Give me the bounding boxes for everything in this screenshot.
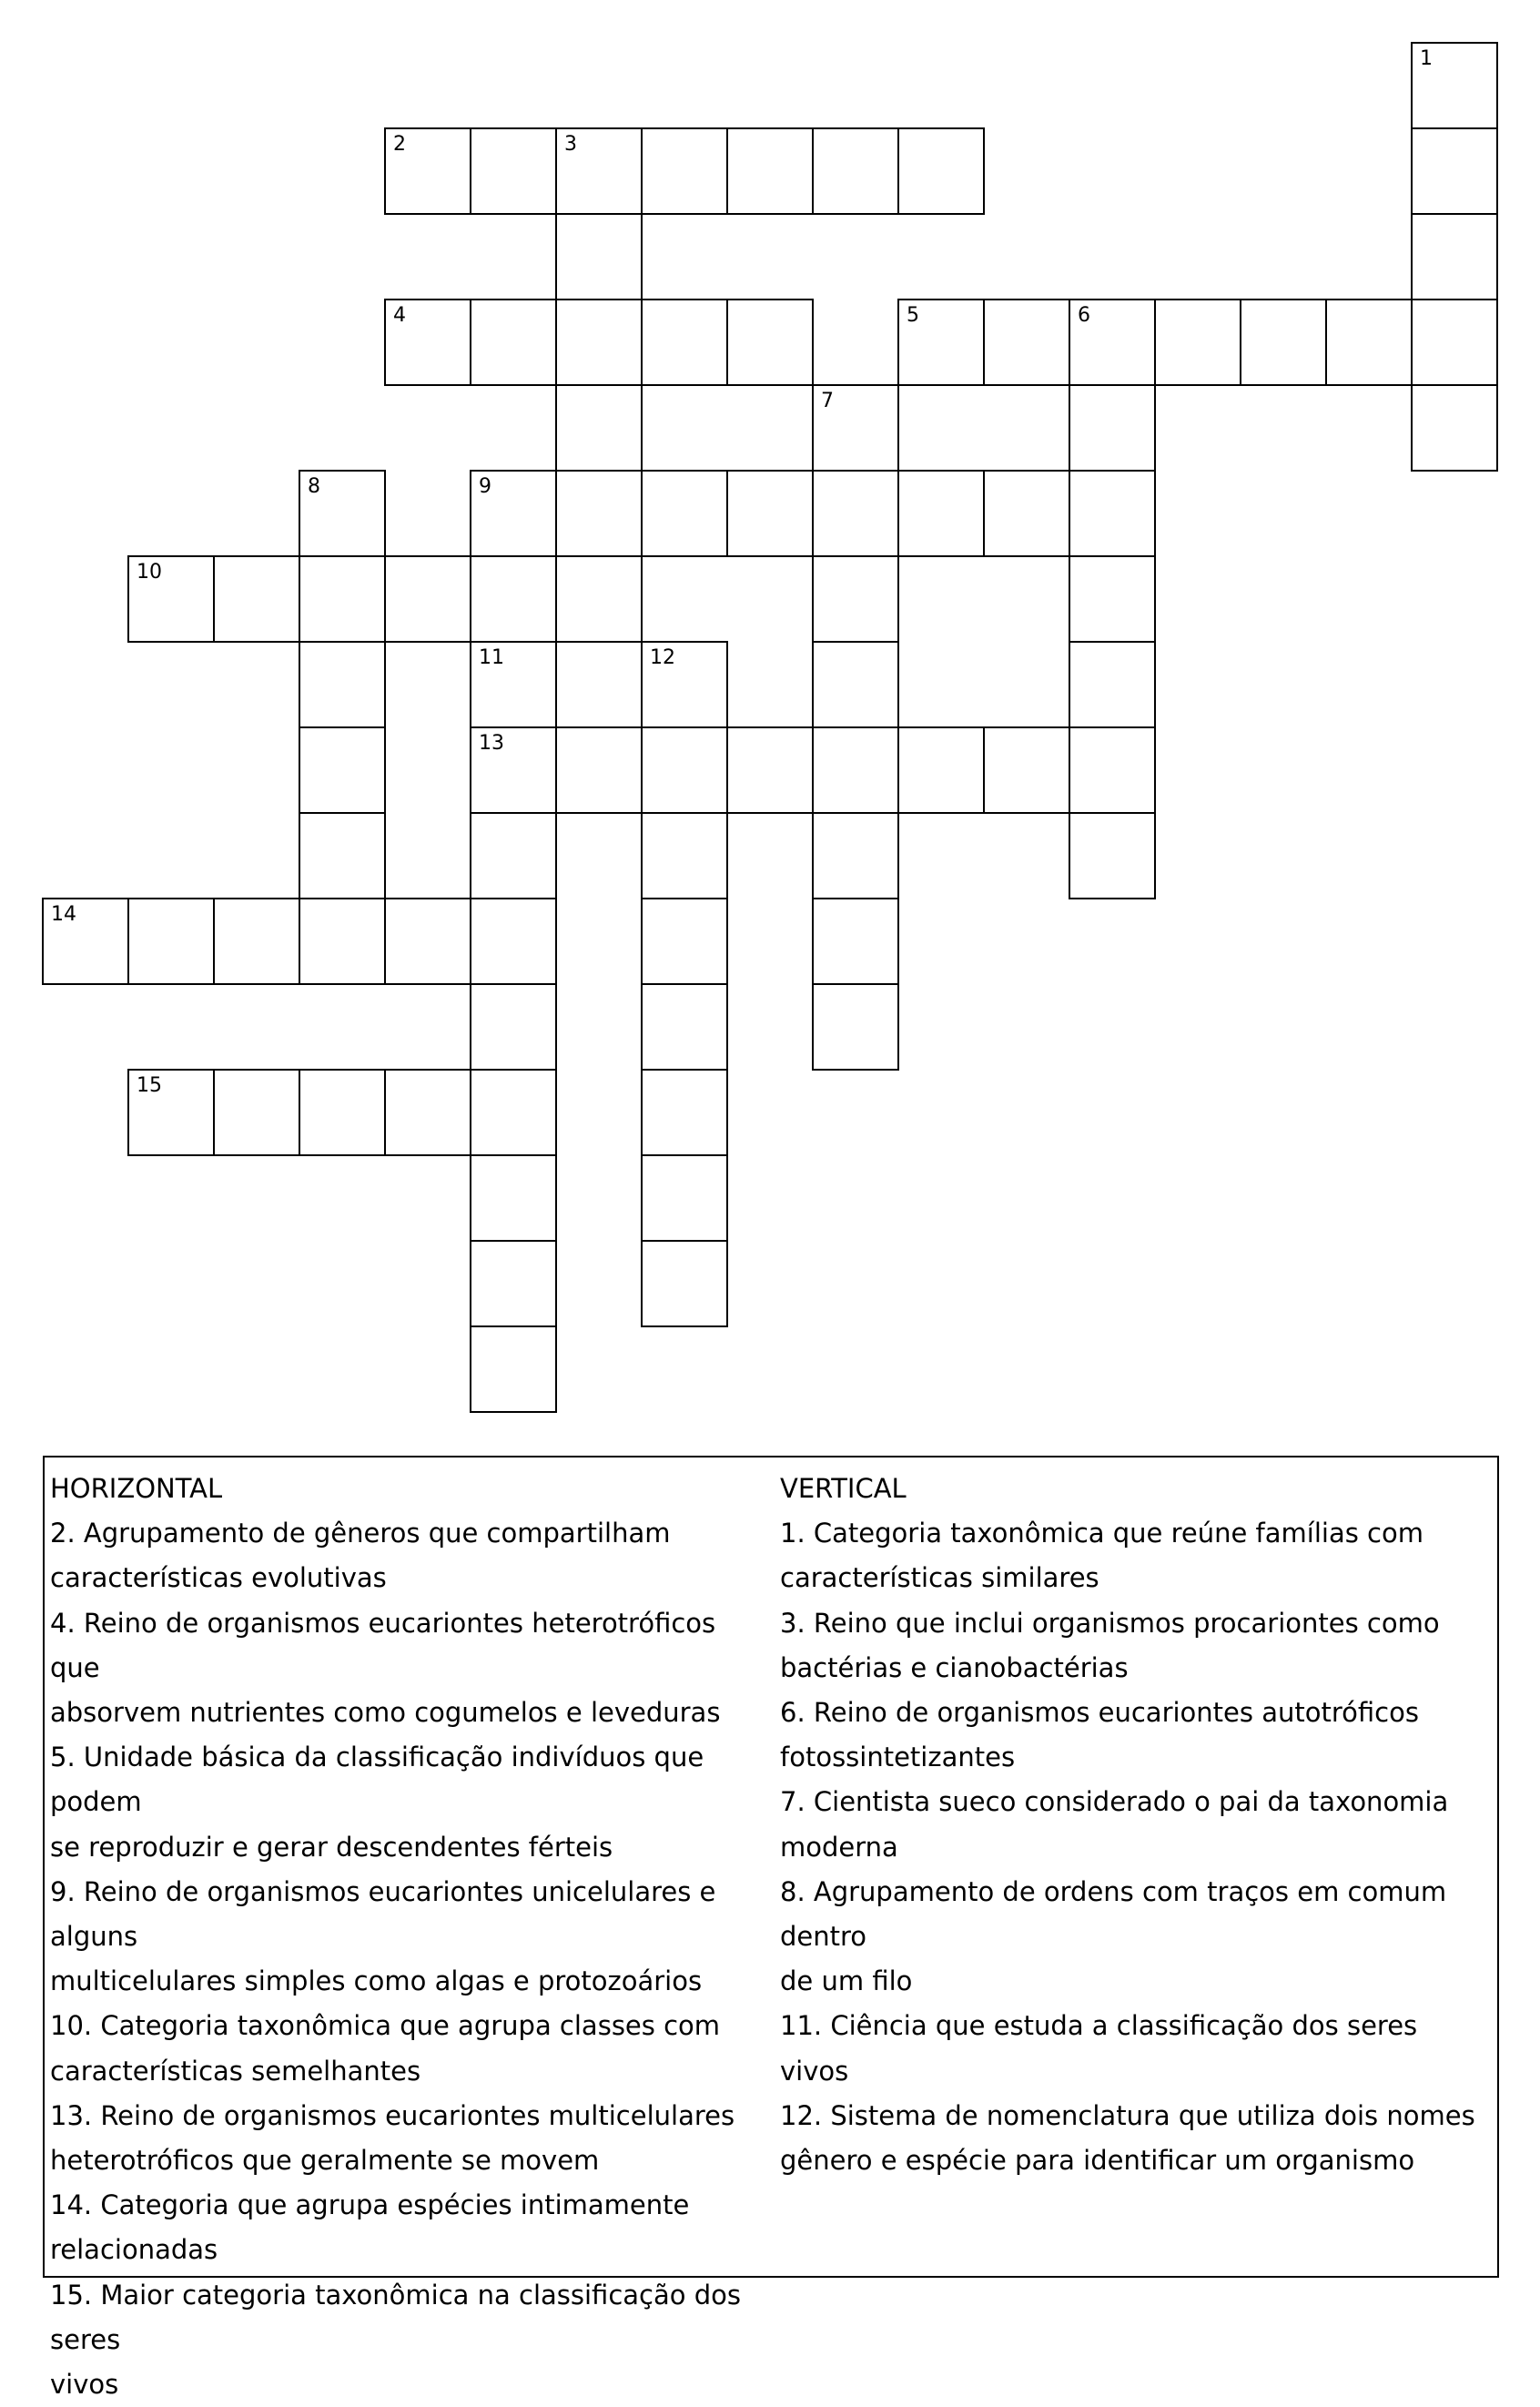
clue-number: 9 [479, 475, 491, 498]
clue-number: 12 [650, 646, 675, 669]
crossword-cell[interactable] [127, 555, 215, 643]
crossword-cell[interactable] [1069, 470, 1156, 557]
crossword-cell[interactable] [1411, 127, 1498, 215]
crossword-cell[interactable] [555, 641, 643, 728]
crossword-cell[interactable] [641, 812, 728, 899]
crossword-cell[interactable] [1069, 726, 1156, 814]
clue-line: bactérias e cianobactérias [780, 1651, 1129, 1683]
crossword-cell[interactable] [1411, 299, 1498, 386]
clue-line: fotossintetizantes [780, 1742, 1016, 1773]
vertical-clues [780, 1467, 1490, 2183]
crossword-cell[interactable] [812, 127, 899, 215]
clue-line: vivos [50, 2369, 119, 2401]
crossword-cell[interactable] [470, 555, 557, 643]
crossword-cell[interactable] [897, 127, 985, 215]
crossword-cell[interactable] [470, 983, 557, 1071]
crossword-cell[interactable] [812, 726, 899, 814]
crossword-cell[interactable] [470, 1240, 557, 1327]
clue-line: 6. Reino de organismos eucariontes autotróficos [780, 1697, 1419, 1729]
crossword-cell[interactable] [983, 470, 1070, 557]
crossword-cell[interactable] [1069, 555, 1156, 643]
crossword-cell[interactable] [641, 127, 728, 215]
crossword-cell[interactable] [213, 555, 300, 643]
vertical-heading: VERTICAL [780, 1473, 907, 1504]
clue-line: moderna [780, 1831, 898, 1863]
clue-line: multicelulares simples como algas e protozoários [50, 1965, 703, 1997]
clue-line: 10. Categoria taxonômica que agrupa classes com [50, 2010, 721, 2042]
crossword-cell[interactable] [555, 127, 643, 215]
crossword-cell[interactable] [726, 127, 814, 215]
clue-number: 10 [137, 561, 162, 584]
clue-line: 3. Reino que inclui organismos procariontes como [780, 1607, 1440, 1639]
clue-number: 15 [137, 1074, 162, 1097]
clue-line: absorvem nutrientes como cogumelos e leveduras [50, 1697, 721, 1729]
clue-line: 14. Categoria que agrupa espécies intimamente [50, 2189, 690, 2221]
crossword-cell[interactable] [42, 898, 129, 985]
crossword-cell[interactable] [726, 470, 814, 557]
crossword-cell[interactable] [470, 1154, 557, 1242]
crossword-cell[interactable] [299, 812, 386, 899]
clue-number: 13 [479, 732, 504, 755]
crossword-cell[interactable] [384, 127, 471, 215]
clue-line: se reproduzir e gerar descendentes férteis [50, 1831, 613, 1863]
crossword-cell[interactable] [1069, 641, 1156, 728]
clue-line: 7. Cientista sueco considerado o pai da taxonomia [780, 1786, 1449, 1818]
crossword-cell[interactable] [299, 1069, 386, 1156]
crossword-cell[interactable] [299, 898, 386, 985]
clue-line: de um filo [780, 1965, 913, 1997]
clue-number: 14 [51, 903, 76, 926]
crossword-cell[interactable] [641, 726, 728, 814]
crossword-cell[interactable] [1411, 213, 1498, 300]
crossword-cell[interactable] [1069, 812, 1156, 899]
clue-line: 15. Maior categoria taxonômica na classificação dos seres [50, 2279, 741, 2355]
crossword-cell[interactable] [641, 983, 728, 1071]
crossword-cell[interactable] [1069, 299, 1156, 386]
crossword-cell[interactable] [641, 898, 728, 985]
clue-number: 8 [308, 475, 320, 498]
crossword-cell[interactable] [641, 1240, 728, 1327]
crossword-cell[interactable] [470, 470, 557, 557]
clue-line: relacionadas [50, 2234, 218, 2266]
crossword-cell[interactable] [812, 470, 899, 557]
crossword-cell[interactable] [470, 1325, 557, 1413]
crossword-cell[interactable] [555, 213, 643, 300]
clue-number: 2 [393, 133, 406, 156]
crossword-cell[interactable] [299, 555, 386, 643]
crossword-cell[interactable] [470, 641, 557, 728]
horizontal-heading: HORIZONTAL [50, 1473, 223, 1504]
crossword-cell[interactable] [555, 555, 643, 643]
crossword-cell[interactable] [555, 299, 643, 386]
crossword-cell[interactable] [127, 898, 215, 985]
crossword-cell[interactable] [555, 726, 643, 814]
crossword-cell[interactable] [1411, 384, 1498, 472]
crossword-cell[interactable] [812, 641, 899, 728]
crossword-cell[interactable] [897, 299, 985, 386]
clue-line: 11. Ciência que estuda a classificação dos seres vivos [780, 2010, 1418, 2087]
crossword-cell[interactable] [299, 726, 386, 814]
crossword-cell[interactable] [641, 299, 728, 386]
crossword-cell[interactable] [812, 983, 899, 1071]
crossword-cell[interactable] [470, 898, 557, 985]
crossword-cell[interactable] [983, 299, 1070, 386]
horizontal-clues [50, 1467, 769, 2407]
crossword-cell[interactable] [983, 726, 1070, 814]
clue-line: características semelhantes [50, 2055, 421, 2087]
crossword-cell[interactable] [897, 470, 985, 557]
crossword-cell[interactable] [726, 299, 814, 386]
clue-number: 1 [1420, 47, 1433, 70]
crossword-cell[interactable] [812, 555, 899, 643]
crossword-cell[interactable] [299, 641, 386, 728]
crossword-cell[interactable] [812, 384, 899, 472]
clue-number: 6 [1078, 304, 1090, 327]
clue-number: 11 [479, 646, 504, 669]
crossword-cell[interactable] [897, 726, 985, 814]
crossword-cell[interactable] [213, 898, 300, 985]
clue-line: 9. Reino de organismos eucariontes unicelulares e alguns [50, 1875, 716, 1953]
crossword-cell[interactable] [213, 1069, 300, 1156]
crossword-cell[interactable] [384, 299, 471, 386]
crossword-cell[interactable] [812, 812, 899, 899]
crossword-cell[interactable] [299, 470, 386, 557]
crossword-cell[interactable] [641, 470, 728, 557]
crossword-cell[interactable] [470, 299, 557, 386]
crossword-cell[interactable] [1411, 42, 1498, 129]
crossword-cell[interactable] [127, 1069, 215, 1156]
crossword-cell[interactable] [470, 812, 557, 899]
clue-line: 1. Categoria taxonômica que reúne famílias com [780, 1518, 1423, 1549]
crossword-cell[interactable] [384, 898, 471, 985]
clue-number: 4 [393, 304, 406, 327]
crossword-cell[interactable] [555, 384, 643, 472]
clue-line: 4. Reino de organismos eucariontes heterotróficos que [50, 1607, 716, 1683]
crossword-cell[interactable] [470, 127, 557, 215]
crossword-cell[interactable] [726, 726, 814, 814]
clue-line: heterotróficos que geralmente se movem [50, 2145, 600, 2177]
clue-line: 12. Sistema de nomenclatura que utiliza dois nomes [780, 2099, 1475, 2131]
clues-box [43, 1456, 1499, 2401]
clue-number: 7 [821, 390, 834, 412]
clue-number: 3 [564, 133, 577, 156]
crossword-cell[interactable] [641, 1069, 728, 1156]
crossword-cell[interactable] [641, 641, 728, 728]
clue-line: 2. Agrupamento de gêneros que compartilham [50, 1518, 671, 1549]
crossword-cell[interactable] [812, 898, 899, 985]
crossword-cell[interactable] [1240, 299, 1327, 386]
crossword-cell[interactable] [555, 470, 643, 557]
crossword-cell[interactable] [1325, 299, 1413, 386]
clue-line: gênero e espécie para identificar um organismo [780, 2145, 1415, 2177]
crossword-cell[interactable] [641, 1154, 728, 1242]
crossword-cell[interactable] [384, 1069, 471, 1156]
clue-line: características evolutivas [50, 1562, 387, 1594]
clue-number: 5 [907, 304, 919, 327]
crossword-cell[interactable] [1154, 299, 1241, 386]
crossword-cell[interactable] [1069, 384, 1156, 472]
crossword-cell[interactable] [470, 1069, 557, 1156]
clue-line: características similares [780, 1562, 1099, 1594]
clue-line: 8. Agrupamento de ordens com traços em comum dentro [780, 1875, 1447, 1953]
crossword-cell[interactable] [470, 726, 557, 814]
clue-line: 5. Unidade básica da classificação indivíduos que podem [50, 1742, 704, 1818]
crossword-cell[interactable] [384, 555, 471, 643]
clue-line: 13. Reino de organismos eucariontes multicelulares [50, 2099, 735, 2131]
